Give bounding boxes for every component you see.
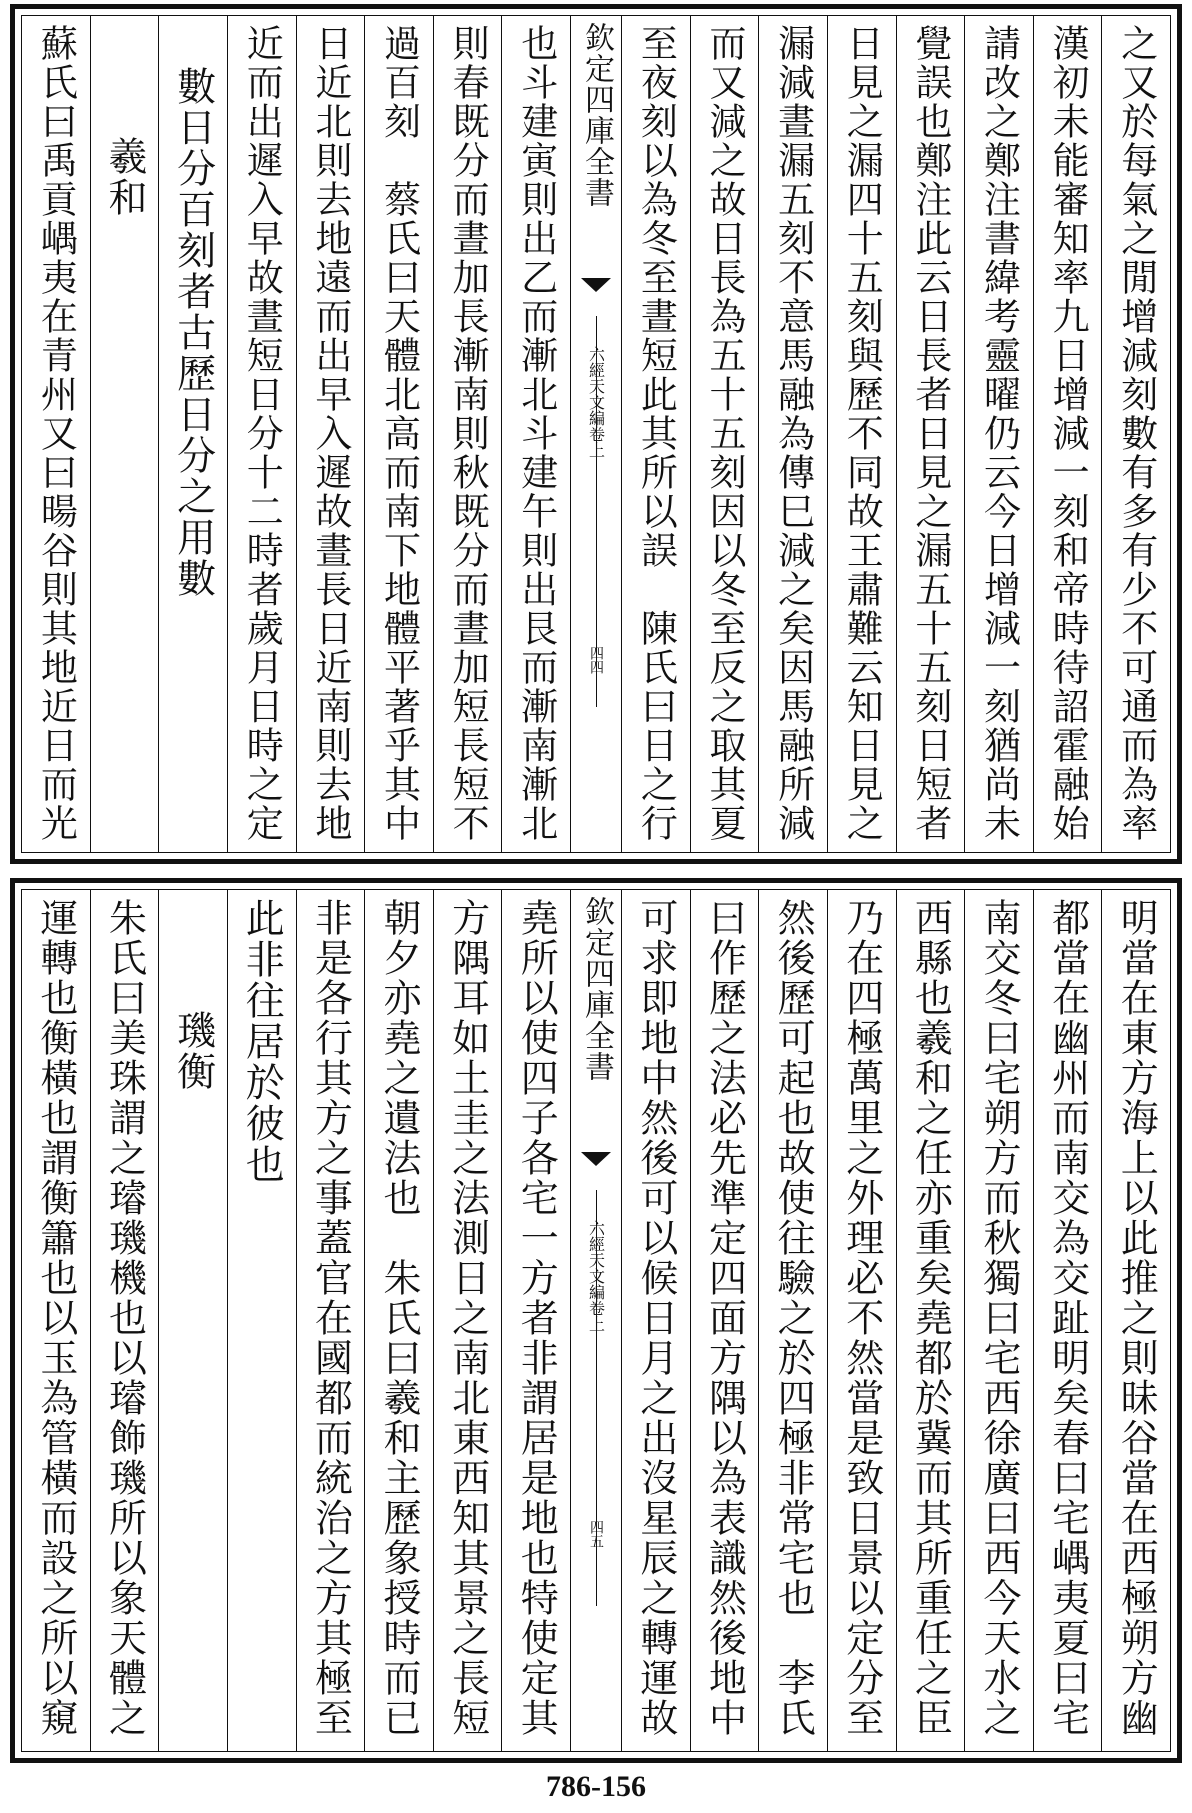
text-column: 朝夕亦堯之遺法也 朱氏曰羲和主歷象授時而已 (364, 890, 433, 1751)
text-column: 請改之鄭注書緯考靈曜仍云今日增減一刻猶尚未 (964, 16, 1033, 852)
text-column: 日近北則去地遠而出早入遲故晝長日近南則去地 (296, 16, 365, 852)
text-column: 也斗建寅則出乙而漸北斗建午則出艮而漸南漸北 (501, 16, 570, 852)
text-column: 朱氏曰美珠謂之璿璣機也以璿飾璣所以象天體之 (90, 890, 159, 1751)
text-column: 漢初未能審知率九日增減一刻和帝時待詔霍融始 (1033, 16, 1102, 852)
folio-number: 四五 (588, 1520, 604, 1548)
center-fold-header (570, 890, 621, 1751)
folio-number: 四四 (588, 646, 604, 674)
text-column: 南交冬曰宅朔方而秋獨曰宅西徐廣曰西今天水之 (964, 890, 1033, 1751)
text-column: 曰作歷之法必先準定四面方隅以為表識然後地中 (690, 890, 759, 1751)
text-column: 則春既分而晝加長漸南則秋既分而晝加短長短不 (433, 16, 502, 852)
text-column: 之又於每氣之閒增減刻數有多有少不可通而為率 (1101, 16, 1170, 852)
text-column: 日見之漏四十五刻與歷不同故王肅難云知日見之 (827, 16, 896, 852)
center-fold-header (570, 16, 621, 852)
text-column: 數日分百刻者古歷日分之用數 (158, 16, 227, 852)
text-column: 可求即地中然後可以候日月之出沒星辰之轉運故 (621, 890, 690, 1751)
text-column: 方隅耳如土圭之法測日之南北東西知其景之長短 (433, 890, 502, 1751)
page-reference-number: 786-156 (546, 1770, 646, 1803)
bottom-page-frame (21, 889, 1171, 1752)
bottom-page (10, 878, 1182, 1763)
book-title: 欽定四庫全書 (579, 896, 614, 1082)
text-column: 漏減晝漏五刻不意馬融為傳巳減之矣因馬融所減 (758, 16, 827, 852)
text-column: 近而出遲入早故晝短日分十二時者歲月日時之定 (227, 16, 296, 852)
text-column: 至夜刻以為冬至晝短此其所以誤 陳氏曰日之行 (621, 16, 690, 852)
text-column: 乃在四極萬里之外理必不然當是致日景以定分至 (827, 890, 896, 1751)
text-column: 過百刻 蔡氏曰天體北高而南下地體平著乎其中 (364, 16, 433, 852)
text-column: 都當在幽州而南交為交趾明矣春曰宅嵎夷夏曰宅 (1033, 890, 1102, 1751)
top-page-frame (21, 15, 1171, 853)
section-heading: 羲和 (90, 16, 159, 852)
text-column: 然後歷可起也故使往驗之於四極非常宅也 李氏 (758, 890, 827, 1751)
text-column: 此非往居於彼也 (227, 890, 296, 1751)
section-heading: 璣衡 (158, 890, 227, 1751)
text-column: 覺誤也鄭注此云日長者日見之漏五十五刻日短者 (896, 16, 965, 852)
text-column: 明當在東方海上以此推之則昧谷當在西極朔方幽 (1101, 890, 1170, 1751)
volume-subtitle: 六經天文編 卷上 (586, 1220, 606, 1332)
book-title: 欽定四庫全書 (579, 22, 614, 208)
text-column: 堯所以使四子各宅一方者非謂居是地也特使定其 (501, 890, 570, 1751)
text-column: 運轉也衡橫也謂衡簫也以玉為管橫而設之所以窺 (33, 898, 78, 1738)
volume-subtitle: 六經天文編 卷上 (586, 346, 606, 458)
text-column: 而又減之故日長為五十五刻因以冬至反之取其夏 (690, 16, 759, 852)
text-column: 非是各行其方之事蓋官在國都而統治之方其極至 (296, 890, 365, 1751)
text-column: 西縣也羲和之任亦重矣堯都於冀而其所重任之臣 (896, 890, 965, 1751)
top-page (10, 4, 1182, 864)
text-column: 蘇氏曰禹貢嵎夷在青州又曰暘谷則其地近日而光 (34, 24, 78, 843)
